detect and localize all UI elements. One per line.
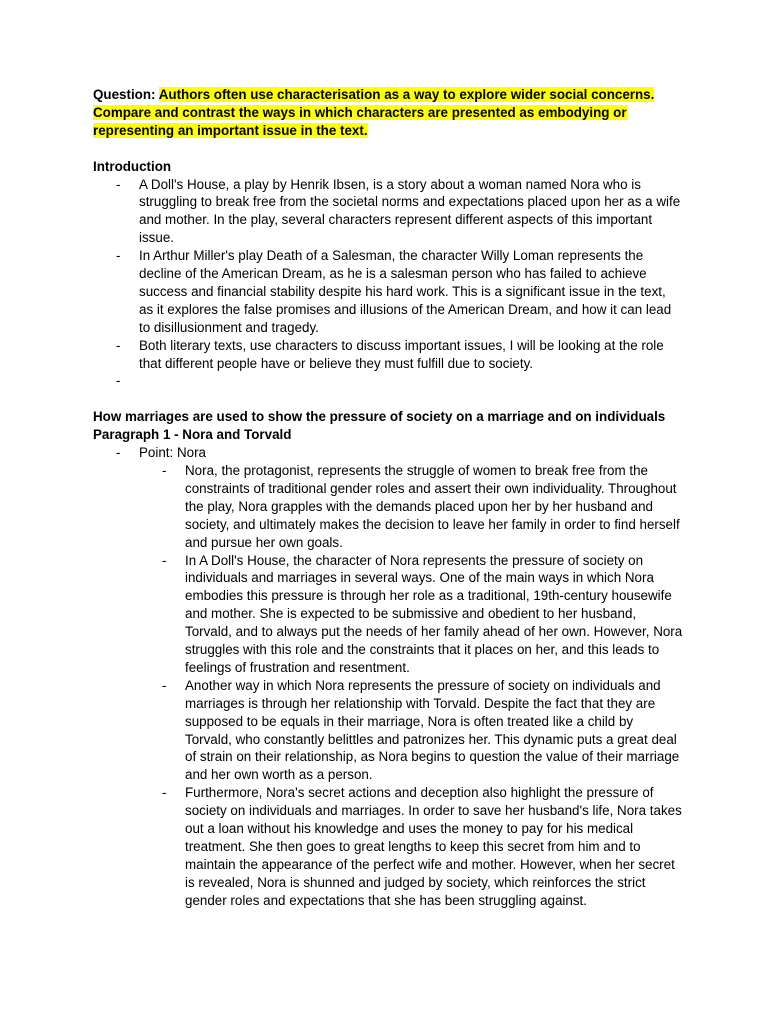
sub-list-item: - In A Doll's House, the character of Nora represents the pressure of society on individuals and marriages in several ways. One of the main ways in which Nora embodies this pressure is through her role as a traditional, 19th-century housewife and mother. She is expected to be submissive and obedient to her husband, Torvald, and to always put the needs of her family ahead of her own. However, Nora struggles with this role and the constraints that it places on her, and this leads to feelings of frustration and resentment. [139, 552, 683, 677]
sub-list-item: - Nora, the protagonist, represents the struggle of women to break free from the constraints of traditional gender roles and assert their own individuality. Throughout the play, Nora grapples with the demands placed upon her by her husband and society, and ultimately makes the decision to leave her family in order to find herself and pursue her own goals. [139, 462, 683, 552]
question-paragraph [93, 86, 683, 140]
list-item: - In Arthur Miller's play Death of a Salesman, the character Willy Loman represents the decline of the American Dream, as he is a salesman person who has failed to achieve success and financial stability despite his hard work. This is a significant issue in the text, as it explores the false promises and illusions of the American Dream, and how it can lead to disillusionment and tragedy. [93, 247, 683, 337]
list-item-empty [93, 372, 683, 390]
spacer [93, 390, 683, 408]
document-content [93, 86, 683, 910]
sub-list-item: - Another way in which Nora represents the pressure of society on individuals and marriages is through her relationship with Torvald. Despite the fact that they are supposed to be equals in their marriage, Nora is often treated like a child by Torvald, who constantly belittles and patronizes her. This dynamic puts a great deal of strain on their relationship, as Nora begins to question the value of their marriage and her own worth as a person. [139, 677, 683, 784]
point-list [93, 444, 683, 462]
sub-list-item: - Furthermore, Nora's secret actions and deception also highlight the pressure of society on individuals and marriages. In order to save her husband's life, Nora takes out a loan without his knowledge and uses the money to pay for his medical treatment. She then goes to great lengths to keep this secret from him and to maintain the appearance of the perfect wife and mother. However, when her secret is revealed, Nora is shunned and judged by society, which reinforces the strict gender roles and expectations that she has been struggling against. [139, 784, 683, 909]
point-label: Point: Nora [139, 445, 206, 461]
introduction-heading: Introduction [93, 158, 172, 174]
question-text-highlighted: Authors often use characterisation as a way to explore wider social concerns. Compare and contrast the ways in which characters are presented as embodying or representing an important issue in the text. [93, 87, 655, 138]
paragraph-heading: Paragraph 1 - Nora and Torvald [93, 427, 292, 443]
list-item: - Both literary texts, use characters to discuss important issues, I will be looking at the role that different people have or believe they must fulfill due to society. [93, 337, 683, 373]
list-item: - A Doll's House, a play by Henrik Ibsen, is a story about a woman named Nora who is struggling to break free from the societal norms and expectations placed upon her as a wife and mother. In the play, several characters represent different aspects of this important issue. [93, 176, 683, 248]
spacer [93, 140, 683, 158]
point-item [93, 444, 683, 462]
section-heading: How marriages are used to show the pressure of society on a marriage and on individuals [93, 409, 666, 425]
sub-list-wrap [139, 462, 683, 910]
introduction-list [93, 176, 683, 391]
question-label: Question: [93, 87, 156, 102]
sub-point-list [139, 462, 683, 910]
